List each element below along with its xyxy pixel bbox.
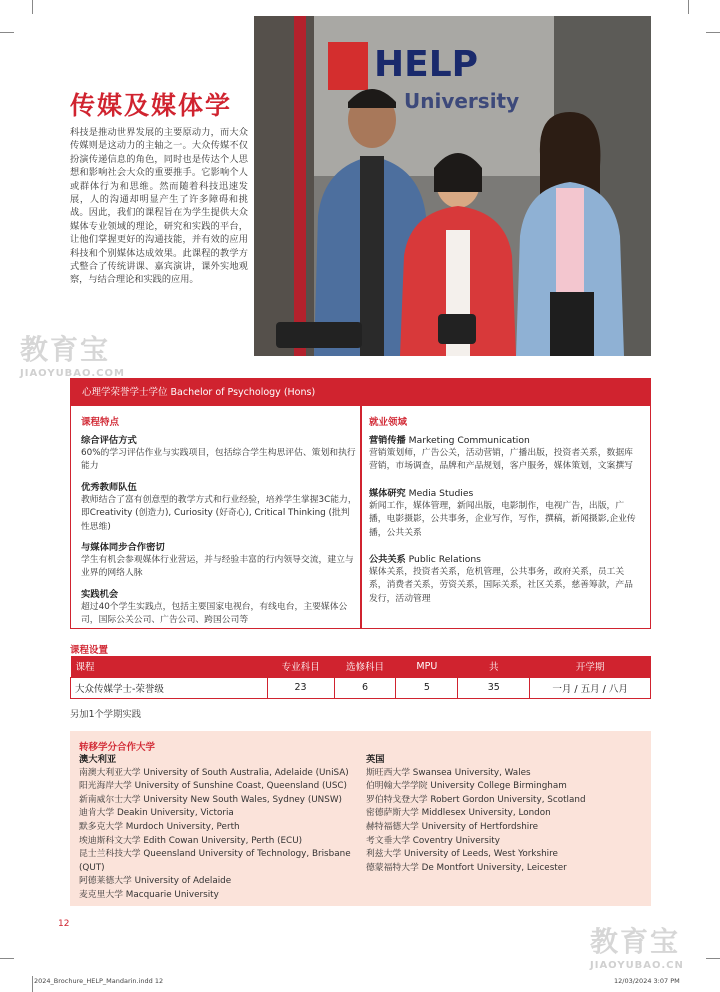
university-item: 伯明翰大学学院 University College Birmingham: [366, 781, 567, 792]
career-item: [369, 434, 641, 474]
page-number: 12: [58, 919, 70, 929]
country-heading: 英国: [366, 754, 385, 765]
university-item: 迪肯大学 Deakin University, Victoria: [79, 808, 234, 819]
career-title-en: Marketing Communication: [408, 435, 530, 446]
help-sign-subtext: University: [404, 89, 520, 113]
table-row: [71, 677, 651, 698]
careers-column: [369, 414, 641, 619]
table-cell: 6: [334, 677, 396, 698]
university-item: 利兹大学 University of Leeds, West Yorkshire: [366, 849, 558, 860]
crop-mark: [706, 958, 720, 959]
crop-mark: [0, 32, 14, 33]
career-text: 营销策划师，广告公关，活动营销，广播出版，投资者关系，数据库营销，市场调查，品牌和产品规划，客户服务，媒体策划，文案撰写: [369, 448, 633, 472]
course-table-header-row: [71, 656, 651, 677]
university-item: 南澳大利亚大学 University of South Australia, Adelaide (UniSA): [79, 767, 349, 778]
career-text: 新闻工作，媒体管理，新闻出版，电影制作，电视广告，出版，广播，电影摄影，公共事务，企业写作，写作，撰稿，新闻摄影,企业传播，公共关系: [369, 500, 636, 538]
feature-item: [81, 434, 357, 474]
column-header: 共: [458, 656, 530, 677]
crop-mark: [0, 958, 14, 959]
career-title-en: Media Studies: [408, 487, 474, 499]
crop-mark: [32, 976, 33, 992]
watermark-text: 教育宝: [590, 925, 681, 958]
degree-box: [70, 378, 651, 629]
crop-mark: [32, 0, 33, 14]
course-note: 另加1个学期实践: [70, 709, 141, 720]
transfer-uk-column: [366, 753, 642, 875]
features-heading: 课程特点: [81, 417, 120, 428]
column-header: 开学期: [530, 656, 651, 677]
feature-item: [81, 588, 357, 628]
feature-title: 与媒体同步合作密切: [81, 542, 165, 554]
course-label: 课程设置: [70, 645, 109, 656]
feature-title: 实践机会: [81, 588, 119, 600]
career-title: [369, 434, 641, 447]
country-heading: 澳大利亚: [79, 754, 117, 765]
feature-text: 超过40个学生实践点，包括主要国家电视台，有线电台，主要媒体公司，国际公关公司、广告公司、跨国公司等: [81, 601, 348, 626]
university-item: 罗伯特戈登大学 Robert Gordon University, Scotland: [366, 794, 586, 805]
column-header: 选修科目: [334, 656, 396, 677]
transfer-partners-box: [70, 731, 651, 906]
feature-title: 综合评估方式: [81, 435, 137, 446]
university-item: 新南威尔士大学 University New South Wales, Sydney (UNSW): [79, 794, 342, 805]
university-item: 赫特福德大学 University of Hertfordshire: [366, 821, 539, 832]
watermark-domain: JIAOYUBAO.COM: [20, 368, 125, 379]
table-cell: 一月 / 五月 / 八月: [530, 677, 651, 698]
students-photo: [254, 16, 651, 356]
career-item: [369, 553, 641, 606]
table-cell: 大众传媒学士-荣誉级: [71, 677, 268, 698]
degree-header: 心理学荣誉学士学位 Bachelor of Psychology (Hons): [71, 379, 650, 406]
feature-text: 学生有机会参观媒体行业营运，并与经验丰富的行内领导交流，建立与业界的网络人脉: [81, 555, 354, 579]
crop-mark: [688, 0, 689, 14]
university-item: 密德萨斯大学 Middlesex University, London: [366, 808, 551, 819]
watermark-domain: JIAOYUBAO.CN: [590, 960, 684, 971]
career-title-cn: 公共关系: [369, 554, 406, 566]
university-item: 考文垂大学 Coventry University: [366, 835, 500, 846]
feature-item: [81, 481, 357, 534]
intro-paragraph: 科技是推动世界发展的主要原动力，而大众传媒则是这动力的主轴之一。大众传媒不仅扮演传递信息的角色，同时也是传达个人思想和影响社会大众的重要推手。它影响个人或群体行为和思维。然而随着科技迅速发展，人的沟通却明显产生了许多障碍和挑战。因此，我们的课程旨在为学生提供大众媒体专业领域的理论，研究和实践的平台，让他们掌握更好的沟通技能，并有效的应用科技和个别媒体达成效果。此课程的教学方式整合了传统讲课、嘉宾演讲，课外实地观察，与结合理论和实践的应用。: [70, 127, 248, 286]
crop-mark: [706, 32, 720, 33]
column-header: MPU: [396, 656, 458, 677]
university-item: 麦克里大学 Macquarie University: [79, 889, 219, 900]
transfer-heading: 转移学分合作大学: [79, 742, 156, 753]
career-title-cn: 媒体研究: [369, 487, 406, 499]
career-item: [369, 487, 641, 540]
university-item: 阳光海岸大学 University of Sunshine Coast, Queensland (USC): [79, 781, 347, 792]
feature-title: 优秀教师队伍: [81, 481, 137, 493]
page-title: 传媒及媒体学: [70, 91, 233, 120]
university-item: 埃迪斯科文大学 Edith Cowan University, Perth (ECU): [79, 835, 303, 846]
column-divider: [360, 406, 362, 628]
table-cell: 23: [267, 677, 334, 698]
help-sign-text: HELP: [374, 44, 479, 85]
watermark-left: [20, 328, 125, 379]
footer-file-info: 2024_Brochure_HELP_Mandarin.indd 12: [34, 977, 164, 985]
table-cell: 5: [396, 677, 458, 698]
career-text: 媒体关系，投资者关系，危机管理，公共事务，政府关系，员工关系，消费者关系，劳资关系，国际关系，社区关系，慈善筹款，产品发行，活动管理: [369, 567, 633, 604]
feature-text: 60%的学习评估作业与实践项目，包括综合学生构思评估、策划和执行能力: [81, 448, 356, 472]
career-title-cn: 营销传播: [369, 435, 406, 446]
university-item: 默多克大学 Murdoch University, Perth: [79, 821, 240, 832]
career-title: [369, 553, 641, 566]
feature-text: 教师结合了富有创意型的教学方式和行业经验，培养学生掌握3C能力，即Creativity (创造力), Curiosity (好奇心), Critical Thinking (批判性思维): [81, 494, 357, 532]
feature-item: [81, 541, 357, 581]
students-photo-illustration: [254, 16, 651, 356]
degree-body: [71, 406, 650, 628]
university-item: 昆士兰科技大学 Queensland University of Technology, Brisbane (QUT): [79, 849, 351, 873]
university-item: 阿德莱德大学 University of Adelaide: [79, 876, 232, 887]
university-item: 德蒙福特大学 De Montfort University, Leicester: [366, 862, 567, 873]
careers-heading: 就业领域: [369, 417, 408, 428]
career-title: [369, 487, 641, 500]
university-item: 斯旺西大学 Swansea University, Wales: [366, 767, 531, 778]
help-logo-mark: [328, 42, 368, 90]
transfer-australia-column: [79, 753, 362, 903]
column-header: 专业科目: [267, 656, 334, 677]
watermark-text: 教育宝: [20, 333, 111, 366]
course-table: [70, 656, 651, 699]
features-column: [81, 414, 357, 635]
career-title-en: Public Relations: [408, 554, 481, 566]
watermark-right: [590, 920, 684, 971]
column-header: 课程: [71, 656, 268, 677]
footer-date: 12/03/2024 3:07 PM: [614, 977, 680, 985]
table-cell: 35: [458, 677, 530, 698]
